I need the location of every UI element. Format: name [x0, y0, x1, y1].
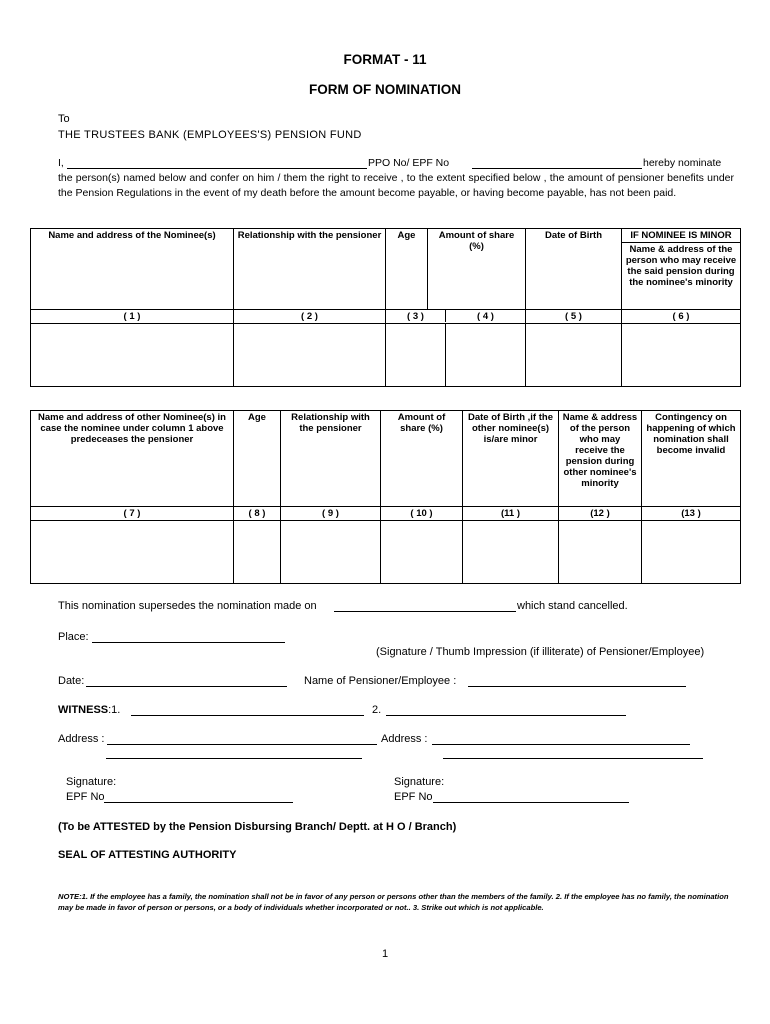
address-1-label: Address : — [58, 733, 105, 745]
pensioner-name-label: Name of Pensioner/Employee : — [304, 675, 457, 687]
col-header-share: Amount of share (%) — [428, 229, 526, 310]
declaration-hereby: hereby nominate — [643, 157, 722, 169]
share-cell[interactable] — [381, 521, 463, 584]
witness-1-blank[interactable] — [131, 715, 364, 716]
minor-title: IF NOMINEE IS MINOR — [630, 230, 732, 241]
supersede-text: This nomination supersedes the nomination made on — [58, 600, 317, 612]
minor-subheader: Name & address of the person who may receive the said pension during the nominee's minority — [622, 242, 740, 289]
col-number: (12 ) — [559, 507, 642, 521]
declaration-body: the person(s) named below and confer on him / them the right to receive , to the extent specified below , the amount of pensioner benefits under the Pension Regulations in the event of my death before the amount become payable, or having become payable, has not been paid. — [58, 172, 734, 199]
col-number-split — [386, 310, 526, 324]
addressee-name: THE TRUSTEES BANK (EMPLOYEES'S) PENSION FUND — [58, 129, 362, 141]
col-number: ( 4 ) — [477, 311, 494, 322]
col-header-minor — [622, 229, 741, 310]
share-cell[interactable] — [446, 324, 525, 386]
witness-second-number: 2. — [372, 704, 382, 716]
age-share-cell[interactable] — [386, 324, 526, 387]
col-number: ( 10 ) — [381, 507, 463, 521]
place-label: Place: — [58, 631, 89, 643]
address-1-blank-line2[interactable] — [106, 758, 362, 759]
relationship-cell[interactable] — [234, 324, 386, 387]
epf-2-label: EPF No — [394, 791, 433, 803]
supersede-end: which stand cancelled. — [517, 600, 628, 612]
col-number: ( 3 ) — [386, 310, 446, 322]
col-header-other-name: Name and address of other Nominee(s) in case the nominee under column 1 above predeceases the pensioner — [31, 411, 234, 507]
col-number: (11 ) — [463, 507, 559, 521]
col-header-guardian: Name & address of the person who may receive the pension during other nominee's minority — [559, 411, 642, 507]
age-cell[interactable] — [386, 324, 446, 386]
col-number: ( 1 ) — [31, 310, 234, 324]
addressee-to: To — [58, 113, 70, 125]
guardian-cell[interactable] — [559, 521, 642, 584]
col-number: ( 9 ) — [281, 507, 381, 521]
nominee-name-cell[interactable] — [31, 324, 234, 387]
signature-note: (Signature / Thumb Impression (if illiterate) of Pensioner/Employee) — [376, 646, 705, 658]
col-number: ( 5 ) — [526, 310, 622, 324]
declaration-i: I, — [58, 157, 64, 169]
date-label: Date: — [58, 675, 85, 687]
age-cell[interactable] — [234, 521, 281, 584]
address-2-blank[interactable] — [432, 744, 690, 745]
pensioner-name-blank[interactable] — [468, 686, 686, 687]
col-number: (13 ) — [642, 507, 741, 521]
col-number: ( 6 ) — [622, 310, 741, 324]
col-number: ( 2 ) — [234, 310, 386, 324]
witness-row — [58, 703, 120, 718]
witness-2-blank[interactable] — [386, 715, 626, 716]
dob-cell[interactable] — [463, 521, 559, 584]
nominee-table — [30, 228, 741, 387]
col-header-contingency: Contingency on happening of which nomination shall become invalid — [642, 411, 741, 507]
col-header-name-address: Name and address of the Nominee(s) — [31, 229, 234, 310]
witness-first-number: :1. — [108, 704, 121, 716]
footnote: NOTE:1. If the employee has a family, the nomination shall not be in favor of any person or persons other than the members of the family. 2. If the employee has no family, the nomination may be made in favor of person or persons, or a body of individuals whether incorporated or not.. 3. Strike out which is not applicable. — [58, 892, 729, 912]
place-blank[interactable] — [92, 642, 285, 643]
col-header-dob: Date of Birth — [526, 229, 622, 310]
signature-1-label: Signature: — [66, 776, 117, 788]
other-nominee-table — [30, 410, 741, 584]
epf-1-blank[interactable] — [104, 802, 293, 803]
address-2-label: Address : — [381, 733, 428, 745]
nominator-name-blank[interactable] — [67, 168, 367, 169]
col-number: ( 8 ) — [234, 507, 281, 521]
form-title: FORM OF NOMINATION — [309, 82, 461, 97]
relationship-cell[interactable] — [281, 521, 381, 584]
col-header-share: Amount of share (%) — [381, 411, 463, 507]
col-header-age: Age — [386, 229, 428, 310]
other-nominee-name-cell[interactable] — [31, 521, 234, 584]
epf-1-label: EPF No — [66, 791, 105, 803]
witness-label: WITNESS — [58, 704, 109, 716]
col-header-relationship: Relationship with the pensioner — [281, 411, 381, 507]
epf-2-blank[interactable] — [433, 802, 629, 803]
guardian-cell[interactable] — [622, 324, 741, 387]
format-number: FORMAT - 11 — [343, 52, 427, 67]
supersede-date-blank[interactable] — [334, 611, 516, 612]
col-header-dob: Date of Birth ,if the other nominee(s) is/are minor — [463, 411, 559, 507]
address-2-blank-line2[interactable] — [443, 758, 703, 759]
col-number: ( 7 ) — [31, 507, 234, 521]
signature-2-label: Signature: — [394, 776, 445, 788]
declaration-ppo-label: PPO No/ EPF No — [368, 157, 450, 169]
contingency-cell[interactable] — [642, 521, 741, 584]
col-header-relationship: Relationship with the pensioner — [234, 229, 386, 310]
seal-label: SEAL OF ATTESTING AUTHORITY — [58, 849, 237, 861]
page-number: 1 — [381, 948, 389, 960]
attestation-note: (To be ATTESTED by the Pension Disbursing Branch/ Deptt. at H O / Branch) — [58, 821, 457, 833]
ppo-number-blank[interactable] — [472, 168, 642, 169]
col-header-age: Age — [234, 411, 281, 507]
dob-cell[interactable] — [526, 324, 622, 387]
date-blank[interactable] — [86, 686, 287, 687]
address-1-blank[interactable] — [107, 744, 377, 745]
